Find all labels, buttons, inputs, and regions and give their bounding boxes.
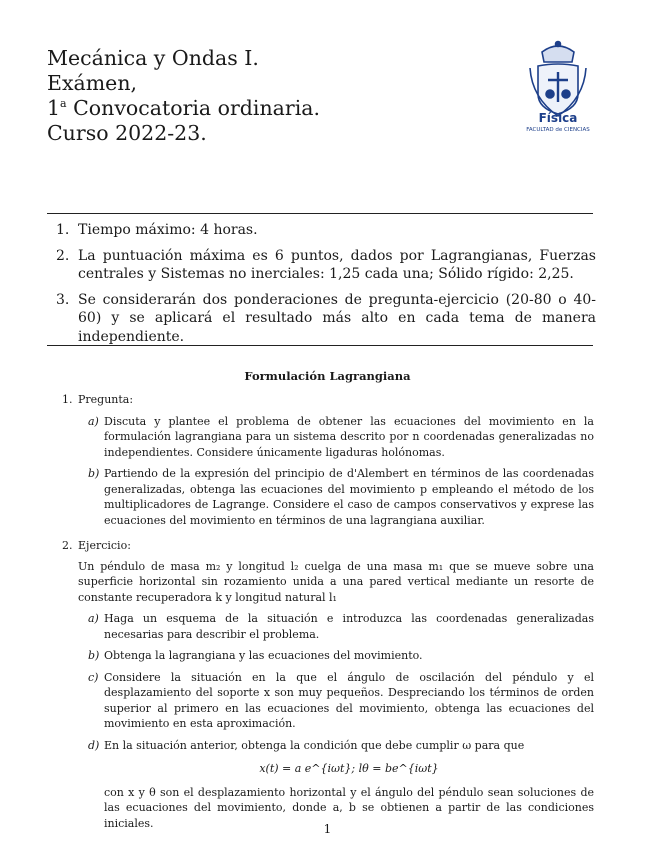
course-name: Mecánica y Ondas I. xyxy=(47,46,259,70)
exam-title xyxy=(47,46,320,146)
rules-list xyxy=(56,221,596,353)
question-2b: b) Obtenga la lagrangiana y las ecuaciones del movimiento. xyxy=(88,649,423,662)
list-item: 3. Se considerarán dos ponderaciones de pregunta-ejercicio (20-80 o 40-60) y se aplicará el resultado más alto en cada tema de manera independiente. xyxy=(56,291,596,345)
question-1a: a) Discuta y plantee el problema de obtener las ecuaciones del movimiento en la formulación lagrangiana para un sistema descrito por n coordenadas generalizadas no independientes. Considere únicamente ligaduras holónomas. xyxy=(88,414,594,459)
top-divider xyxy=(47,213,593,214)
question-1: 1. Pregunta: xyxy=(62,393,134,406)
page-number: 1 xyxy=(323,822,332,836)
questions xyxy=(62,392,594,831)
course-year: Curso 2022-23. xyxy=(47,121,207,145)
section-title: Formulación Lagrangiana xyxy=(244,369,411,383)
exam-type: Exámen, xyxy=(47,71,138,95)
logo-label: Física xyxy=(538,111,578,125)
question-1b: b) Partiendo de la expresión del principio de d'Alembert en términos de las coordenadas generalizadas, obtenga las ecuaciones del movimiento p empleando el método de los multiplicadores de Lagrange. Considere el caso de campos conservativos y exprese las ecuaciones del movimiento en términos de una lagrangiana auxiliar. xyxy=(88,467,594,527)
convocatoria: 1$^a$ Convocatoria ordinaria. xyxy=(47,96,320,120)
question-2: 2. Ejercicio: xyxy=(62,539,131,552)
list-item: 2. La puntuación máxima es 6 puntos, dados por Lagrangianas, Fuerzas centrales y Sistemas no inerciales: 1,25 cada una; Sólido rígido: 2,25. xyxy=(56,247,596,282)
equation: x(t) = a e^{iωt}; lθ = be^{iωt} xyxy=(259,762,439,775)
logo-subtitle: FACULTAD de CIENCIAS xyxy=(526,127,590,133)
exercise-intro: Un péndulo de masa m₂ y longitud l₂ cuelga de una masa m₁ que se mueve sobre una superficie horizontal sin rozamiento unida a una pared vertical mediante un resorte de constante recuperadora k y longitud natural l₁ xyxy=(78,559,594,604)
question-2d: d) En la situación anterior, obtenga la condición que debe cumplir ω para que xyxy=(88,738,525,752)
list-item: 1. Tiempo máximo: 4 horas. xyxy=(56,222,258,238)
bottom-divider xyxy=(47,345,593,346)
question-2d-continuation: con x y θ son el desplazamiento horizontal y el ángulo del péndulo sean soluciones de las ecuaciones del movimiento, donde a, b se obtienen a partir de las condiciones iniciales. xyxy=(104,785,594,830)
question-2a: a) Haga un esquema de la situación e introduzca las coordenadas generalizadas necesarias para describir el problema. xyxy=(88,612,594,641)
question-2c: c) Considere la situación en la que el ángulo de oscilación del péndulo y el desplazamiento del soporte x son muy pequeños. Despreciando los términos de orden superior al primero en las ecuaciones del movimiento, obtenga las ecuaciones del movimiento en esta aproximación. xyxy=(88,670,594,730)
